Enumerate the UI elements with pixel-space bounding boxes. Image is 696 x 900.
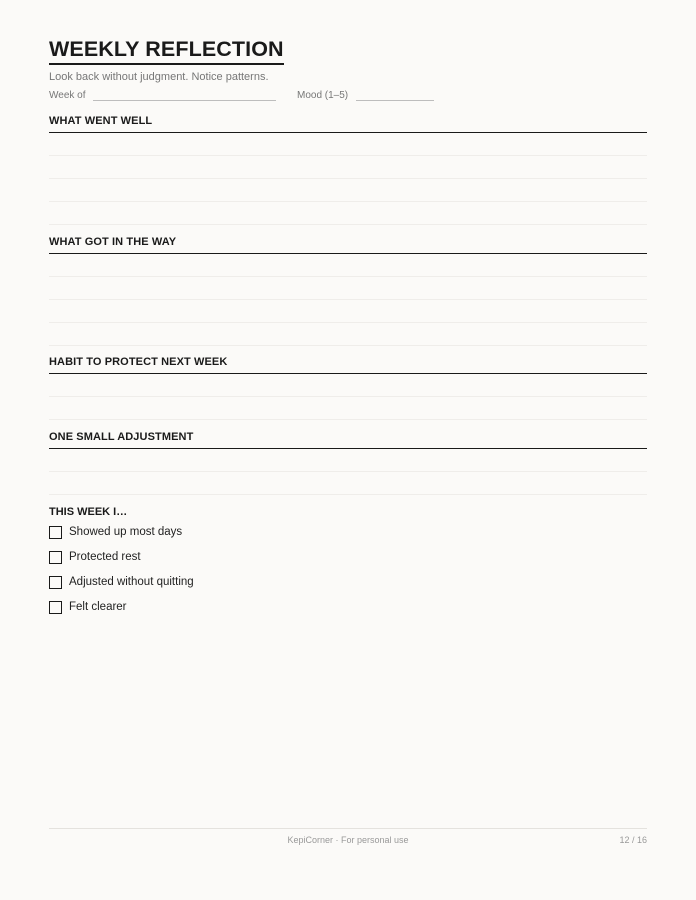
section-habit-to-protect (49, 355, 647, 420)
writing-line[interactable] (49, 254, 647, 277)
checklist-item[interactable] (49, 575, 194, 589)
page-footer (49, 828, 647, 849)
page-subtitle: Look back without judgment. Notice patterns. (49, 71, 269, 83)
checklist-item-label: Adjusted without quitting (69, 576, 194, 588)
section-what-got-in-the-way (49, 235, 647, 346)
meta-row (49, 89, 647, 103)
writing-line[interactable] (49, 323, 647, 346)
checklist-item-label: Showed up most days (69, 526, 183, 538)
footer-text: KepiCorner · For personal use (287, 835, 409, 845)
week-field[interactable] (93, 100, 276, 101)
page-title: WEEKLY REFLECTION (49, 35, 284, 65)
checkbox-icon[interactable] (49, 601, 62, 614)
writing-line[interactable] (49, 397, 647, 420)
checklist-item[interactable] (49, 550, 141, 564)
section-heading: HABIT TO PROTECT NEXT WEEK (49, 355, 647, 374)
writing-line[interactable] (49, 374, 647, 397)
checklist-heading: THIS WEEK I… (49, 506, 128, 518)
writing-line[interactable] (49, 300, 647, 323)
section-what-went-well (49, 114, 647, 225)
checklist-item-label: Protected rest (69, 551, 141, 563)
checklist-item[interactable] (49, 600, 127, 614)
writing-line[interactable] (49, 449, 647, 472)
writing-line[interactable] (49, 472, 647, 495)
mood-label: Mood (1–5) (297, 90, 349, 101)
section-heading: ONE SMALL ADJUSTMENT (49, 430, 647, 449)
this-week-checklist (49, 505, 647, 613)
writing-line[interactable] (49, 202, 647, 225)
writing-line[interactable] (49, 179, 647, 202)
checkbox-icon[interactable] (49, 551, 62, 564)
writing-line[interactable] (49, 133, 647, 156)
section-heading: WHAT GOT IN THE WAY (49, 235, 647, 254)
week-label: Week of (49, 90, 86, 101)
section-one-small-adjustment (49, 430, 647, 495)
mood-field[interactable] (356, 100, 434, 101)
writing-line[interactable] (49, 277, 647, 300)
writing-line[interactable] (49, 156, 647, 179)
checklist-item[interactable] (49, 525, 182, 539)
checklist-item-label: Felt clearer (69, 601, 127, 613)
section-heading: WHAT WENT WELL (49, 114, 647, 133)
checkbox-icon[interactable] (49, 526, 62, 539)
reflection-page (49, 0, 647, 900)
checkbox-icon[interactable] (49, 576, 62, 589)
page-number: 12 / 16 (619, 835, 647, 845)
